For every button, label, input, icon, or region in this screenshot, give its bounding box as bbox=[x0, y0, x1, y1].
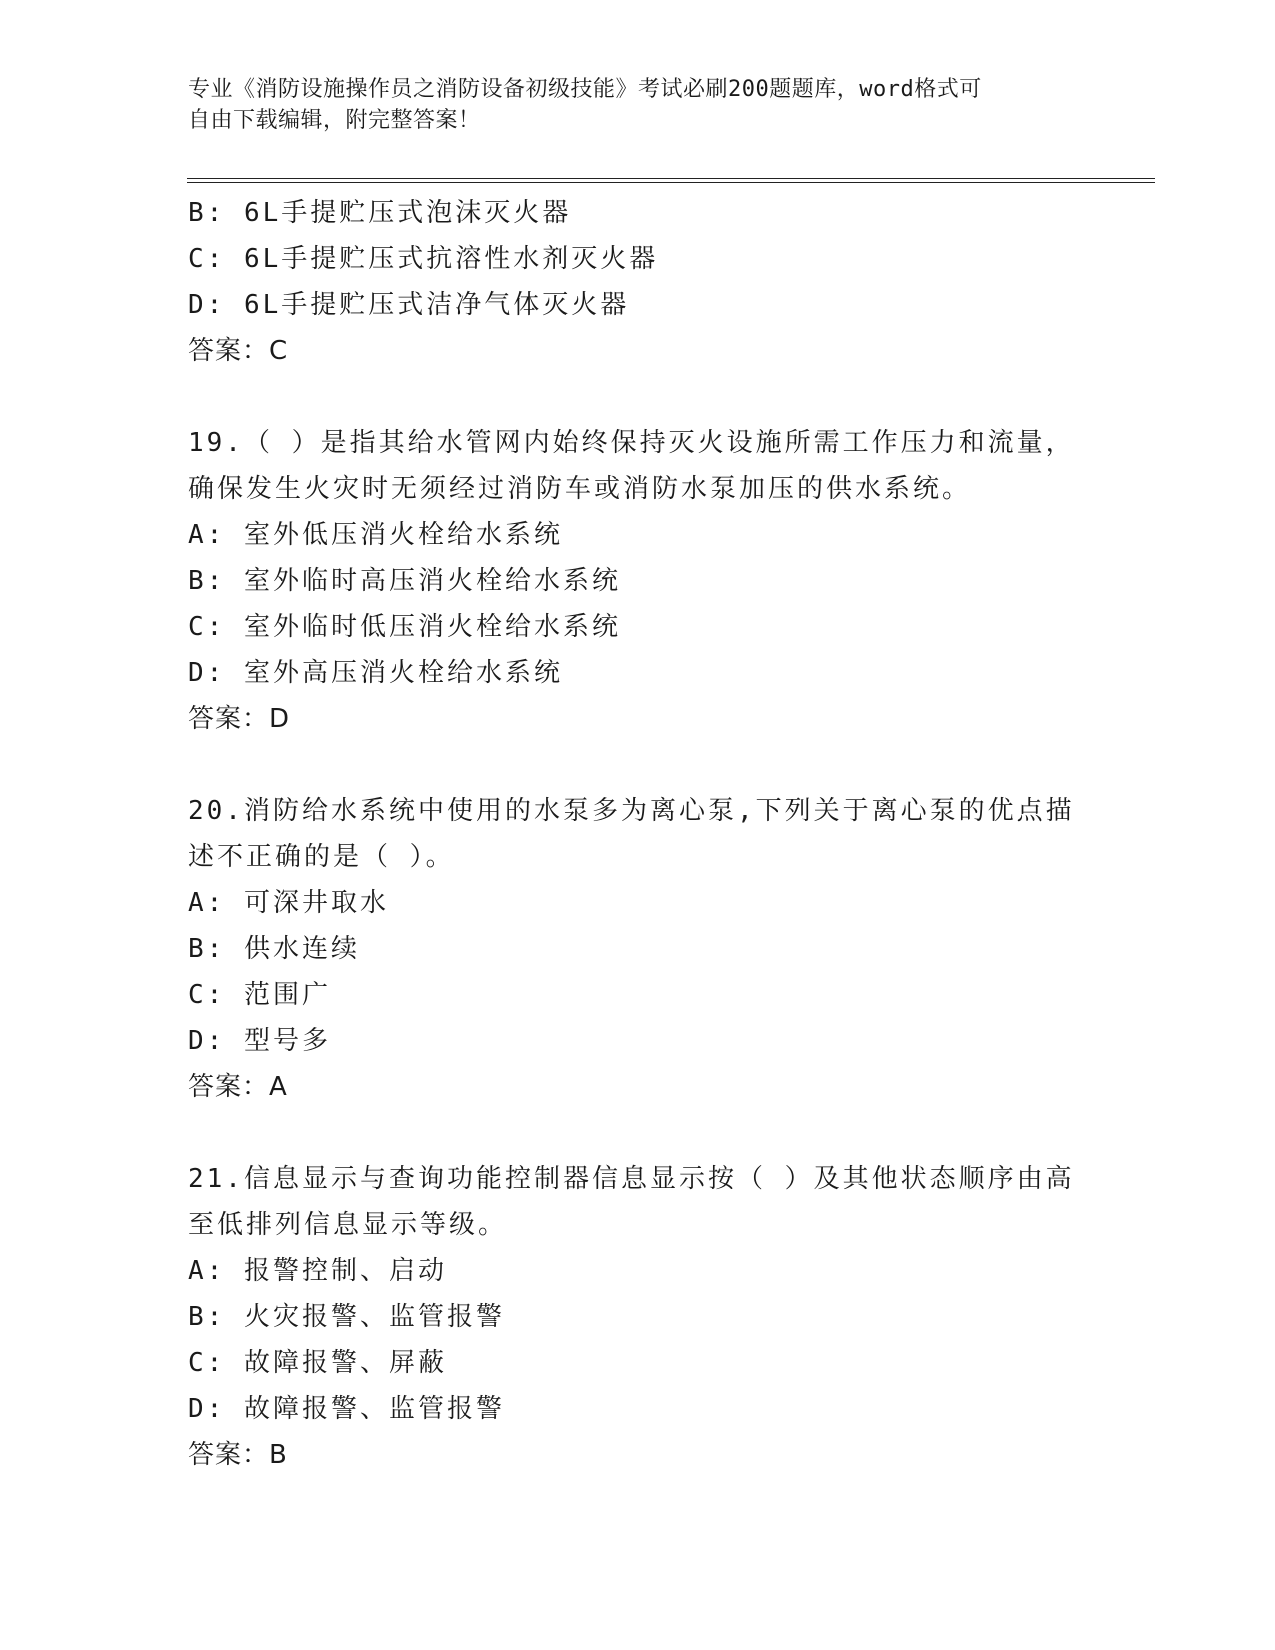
spacer bbox=[188, 1110, 1088, 1156]
header-rule-top bbox=[187, 178, 1155, 179]
answer-line: 答案：A bbox=[188, 1072, 288, 1102]
option-c: C: 6L手提贮压式抗溶性水剂灭火器 bbox=[188, 244, 659, 274]
question-stem: 20.消防给水系统中使用的水泵多为离心泵,下列关于离心泵的优点描 bbox=[188, 796, 1075, 826]
spacer bbox=[188, 742, 1088, 788]
header-line-1: 专业《消防设施操作员之消防设备初级技能》考试必刷200题题库，word格式可 bbox=[188, 77, 982, 102]
answer-line: 答案：B bbox=[188, 1440, 288, 1470]
option-d: D: 故障报警、监管报警 bbox=[188, 1394, 505, 1424]
option-b: B: 供水连续 bbox=[188, 934, 360, 964]
header-rule-bottom bbox=[187, 182, 1155, 183]
option-c: C: 范围广 bbox=[188, 980, 331, 1010]
question-stem: 19.（ ）是指其给水管网内始终保持灭火设施所需工作压力和流量， bbox=[188, 428, 1075, 458]
option-b: B: 室外临时高压消火栓给水系统 bbox=[188, 566, 621, 596]
question-21 bbox=[188, 1156, 1088, 1478]
option-a: A: 室外低压消火栓给水系统 bbox=[188, 520, 563, 550]
option-c: C: 室外临时低压消火栓给水系统 bbox=[188, 612, 621, 642]
option-a: A: 报警控制、启动 bbox=[188, 1256, 447, 1286]
document-header bbox=[188, 74, 1078, 136]
option-b: B: 火灾报警、监管报警 bbox=[188, 1302, 505, 1332]
option-c: C: 故障报警、屏蔽 bbox=[188, 1348, 447, 1378]
question-stem-continued: 确保发生火灾时无须经过消防车或消防水泵加压的供水系统。 bbox=[188, 474, 972, 504]
option-d: D: 型号多 bbox=[188, 1026, 331, 1056]
question-19 bbox=[188, 420, 1088, 742]
option-a: A: 可深井取水 bbox=[188, 888, 389, 918]
question-stem: 21.信息显示与查询功能控制器信息显示按（ ）及其他状态顺序由高 bbox=[188, 1164, 1075, 1194]
option-d: D: 室外高压消火栓给水系统 bbox=[188, 658, 563, 688]
option-b: B: 6L手提贮压式泡沫灭火器 bbox=[188, 198, 572, 228]
question-stem-continued: 至低排列信息显示等级。 bbox=[188, 1210, 508, 1240]
header-line-2: 自由下载编辑，附完整答案！ bbox=[188, 108, 481, 133]
question-list bbox=[188, 190, 1088, 1478]
option-d: D: 6L手提贮压式洁净气体灭火器 bbox=[188, 290, 630, 320]
question-20 bbox=[188, 788, 1088, 1110]
spacer bbox=[188, 374, 1088, 420]
question-stem-continued: 述不正确的是（ ）。 bbox=[188, 842, 455, 872]
answer-line: 答案：C bbox=[188, 336, 289, 366]
question-18-continued bbox=[188, 190, 1088, 374]
answer-line: 答案：D bbox=[188, 704, 291, 734]
